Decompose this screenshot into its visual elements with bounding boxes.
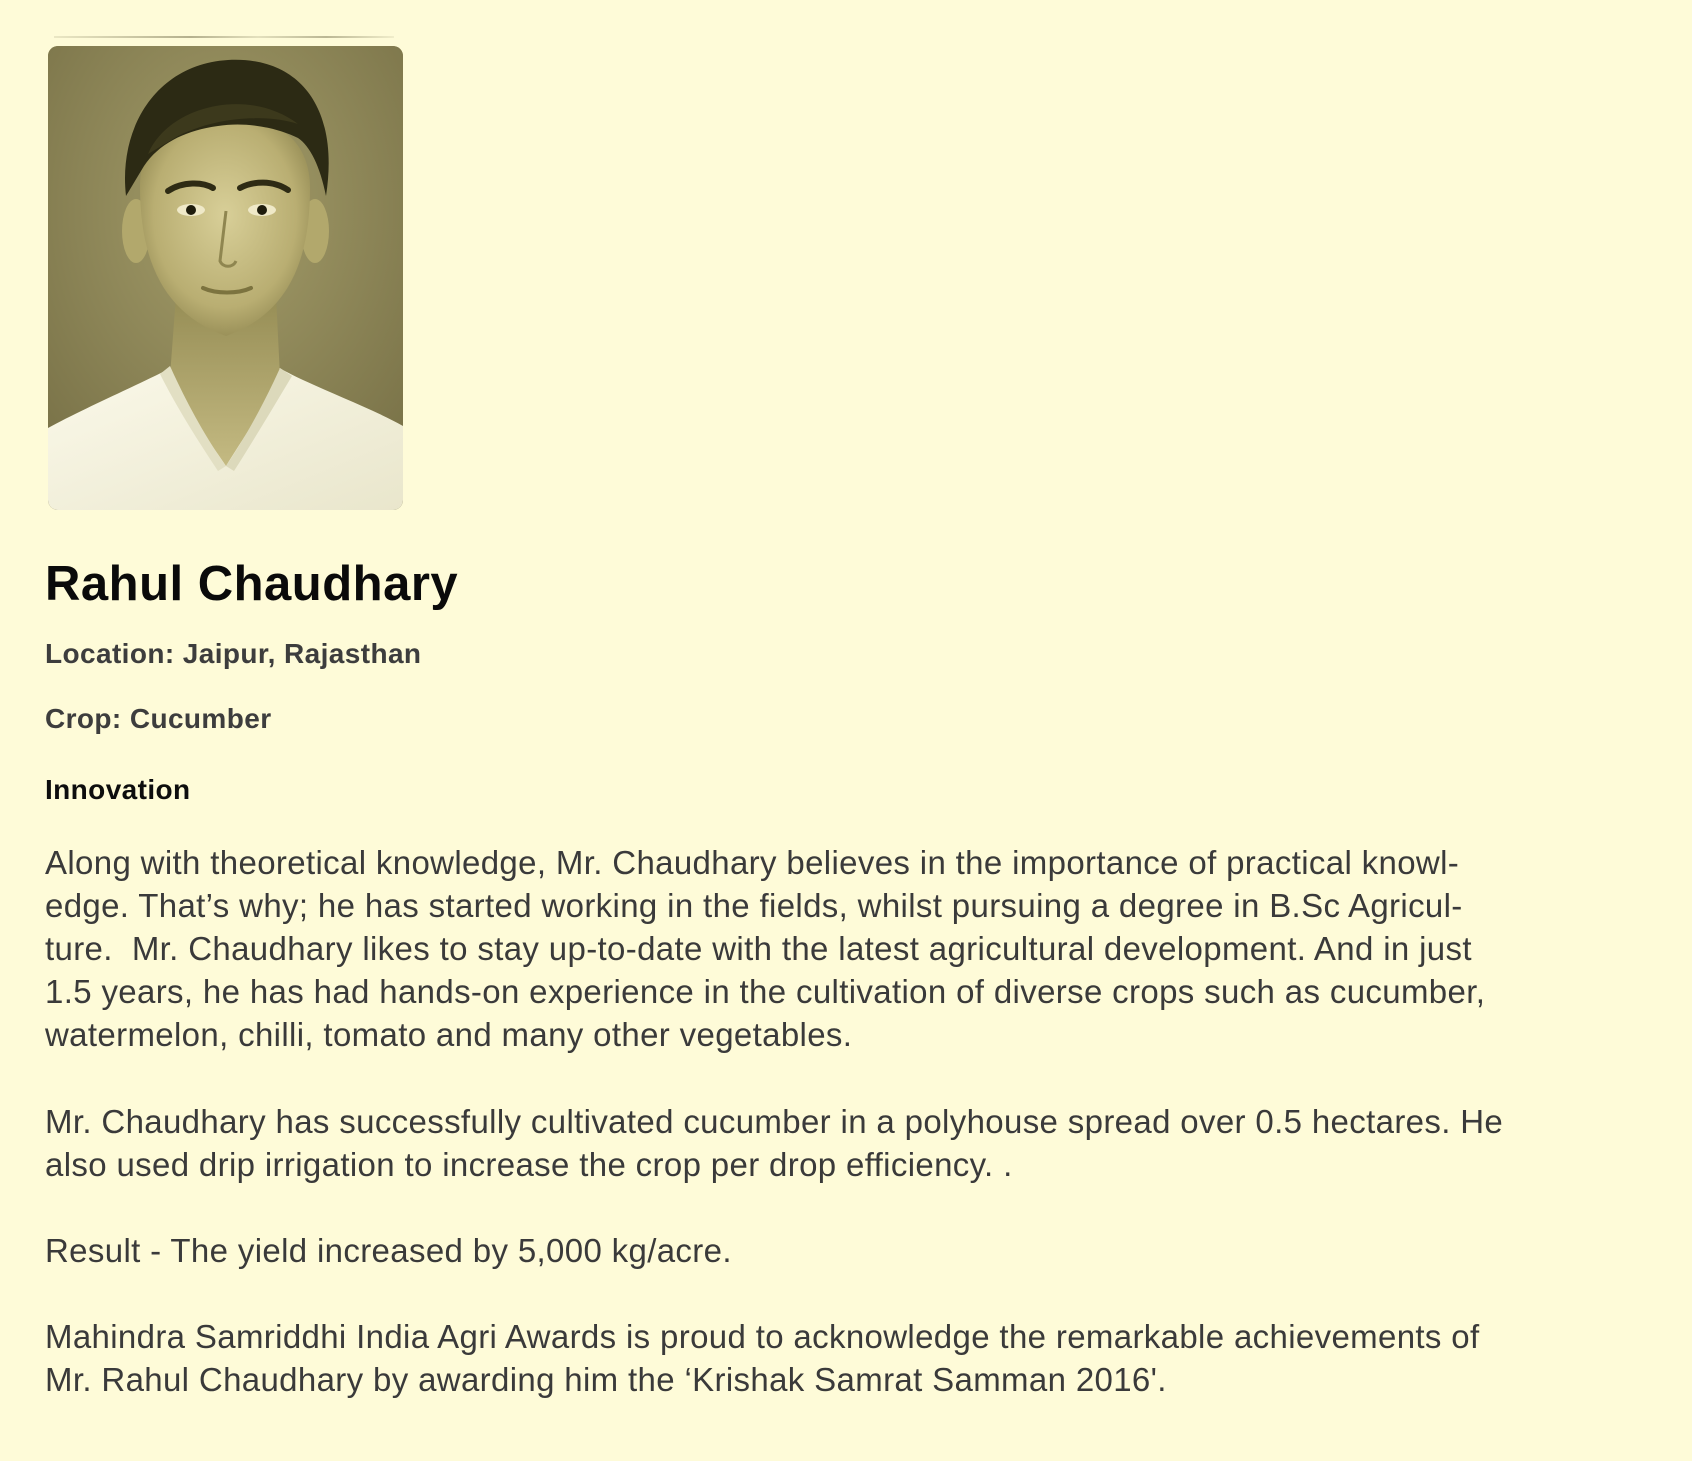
innovation-paragraph-2 xyxy=(45,1100,1685,1186)
text-line: watermelon, chilli, tomato and many other vegetables. xyxy=(45,1016,853,1053)
text-line: Mahindra Samriddhi India Agri Awards is proud to acknowledge the remarkable achievements of xyxy=(45,1318,1480,1355)
text-line: 1.5 years, he has had hands-on experience in the cultivation of diverse crops such as cucumber, xyxy=(45,973,1486,1010)
result-paragraph xyxy=(45,1229,1685,1272)
award-paragraph xyxy=(45,1315,1685,1401)
portrait-photo-icon xyxy=(48,46,403,510)
photo-top-edge xyxy=(54,36,394,38)
farmer-location: Location: Jaipur, Rajasthan xyxy=(45,638,422,669)
portrait-photo xyxy=(48,46,403,510)
text-line: edge. That’s why; he has started working in the fields, whilst pursuing a degree in B.Sc Agricul- xyxy=(45,887,1463,924)
text-line: Mr. Rahul Chaudhary by awarding him the ‘Krishak Samrat Samman 2016'. xyxy=(45,1361,1167,1398)
portrait-photo-frame xyxy=(48,36,403,510)
text-line: Result - The yield increased by 5,000 kg/acre. xyxy=(45,1232,732,1269)
text-line: ture. Mr. Chaudhary likes to stay up-to-date with the latest agricultural development. And in just xyxy=(45,930,1472,967)
farmer-name: Rahul Chaudhary xyxy=(45,557,459,611)
farmer-crop: Crop: Cucumber xyxy=(45,703,272,734)
text-line: Mr. Chaudhary has successfully cultivated cucumber in a polyhouse spread over 0.5 hectares. He xyxy=(45,1103,1504,1140)
innovation-heading: Innovation xyxy=(45,774,191,805)
text-line: Along with theoretical knowledge, Mr. Chaudhary believes in the importance of practical knowl- xyxy=(45,844,1460,881)
text-line: also used drip irrigation to increase the crop per drop efficiency. . xyxy=(45,1146,1013,1183)
innovation-paragraph-1 xyxy=(45,841,1685,1056)
